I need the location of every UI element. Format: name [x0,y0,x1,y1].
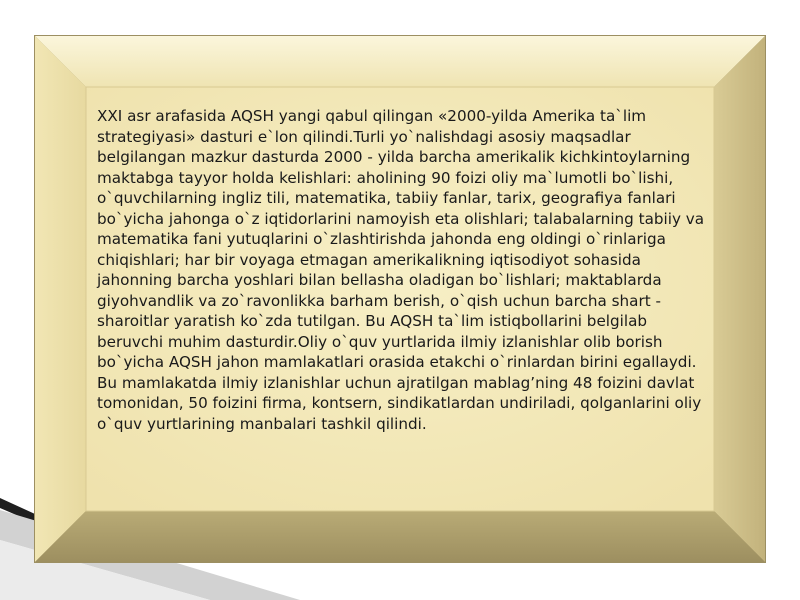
main-paragraph: XXI asr arafasida AQSH yangi qabul qilingan «2000-yilda Amerika ta`lim strategiyasi» dasturi e`lon qilindi.Turli yo`nalishdagi asosiy maqsadlar belgilangan mazkur dasturda 2000 - yilda barcha amerikalik kichkintoylarning maktabga tayyor holda kelishlari: aholining 90 foizi oliy ma`lumotli bo`lishi, o`quvchilarning ingliz tili, matematika, tabiiy fanlar, tarix, geografiya fanlari bo`yicha jahonga o`z iqtidorlarini namoyish eta olishlari; talabalarning tabiiy va matematika fani yutuqlarini o`zlashtirishda jahonda eng oldingi o`rinlariga chiqishlari; har bir voyaga etmagan amerikalikning iqtisodiyot sohasida jahonning barcha yoshlari bilan bellasha oladigan bo`lishlari; maktablarda giyohvandlik va zo`ravonlikka barham berish, o`qish uchun barcha shart - sharoitlar yaratish ko`zda tutilgan. Bu AQSH ta`lim istiqbollarini belgilab beruvchi muhim dasturdir.Oliy o`quv yurtlarida ilmiy izlanishlar olib borish bo`yicha AQSH jahon mamlakatlari orasida etakchi o`rinlardan birini egallaydi. Bu mamlakatda ilmiy izlanishlar uchun ajratilgan mablag’ning 48 foizini davlat tomonidan, 50 foizini firma, kontsern, sindikatlardan undiriladi, qolganlarini oliy o`quv yurtlarining manbalari tashkil qilindi. [97,107,705,433]
